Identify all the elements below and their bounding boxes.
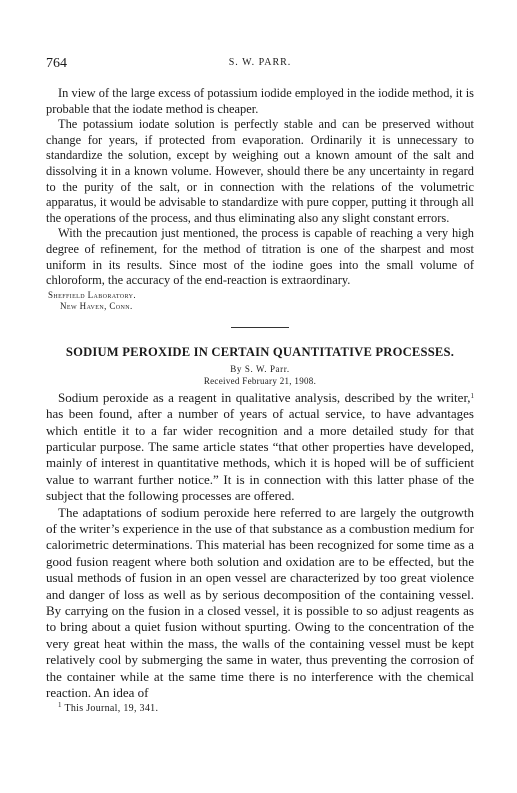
previous-article-ending (46, 86, 474, 313)
paragraph: In view of the large excess of potassium iodide employed in the iodide method, it is probable that the iodate method is cheaper. (46, 86, 474, 116)
affiliation-laboratory: Sheffield Laboratory. (48, 289, 136, 300)
affiliation (46, 290, 474, 313)
paragraph-text: has been found, after a number of years of actual service, to have advantages which entitle it to a far wider recognition and a more detailed study for that particular purpose. The same article states “that other properties have developed, mainly of interest in quantitative methods, which it is hoped will be of sufficient value to warrant further notice.” It is in connection with this latter phase of the subject that the following processes are offered. (46, 406, 474, 504)
paragraph: With the precaution just mentioned, the process is capable of reaching a very high degree of refinement, for the method of titration is one of the sharpest and most uniform in its results. Since most of the iodine goes into the small volume of chloroform, the accuracy of the end-reaction is extraordinary. (46, 226, 474, 288)
footnote-text: This Journal, 19, 341. (64, 703, 159, 715)
article-byline: By S. W. Parr. (230, 363, 290, 374)
journal-page (46, 56, 474, 714)
footnote-marker: 1 (58, 701, 62, 710)
paragraph: The potassium iodate solution is perfectly stable and can be preserved without change for years, if protected from evaporation. Ordinarily it is unnecessary to standardize the solution, except by weighing out a known amount of the salt and dissolving it in a known volume. However, should there be any uncertainty in regard to the purity of the salt, or in connection with the relations of the volumetric apparatus, it would be advisable to standardize with pure copper, putting it through all the operations of the process, and thus eliminating also any slight constant errors. (46, 117, 474, 225)
page-number: 764 (46, 56, 67, 71)
received-date: Received February 21, 1908. (203, 375, 317, 386)
footnote (46, 703, 474, 714)
running-author: S. W. PARR. (228, 57, 292, 68)
paragraph (46, 390, 474, 505)
paragraph: The adaptations of sodium peroxide here referred to are largely the outgrowth of the writer’s experience in the use of that substance as a combustion medium for calorimetric determinations. This material has been recognized for some time as a good fusion reagent where both solution and oxidation are to be effected, but the usual methods of fusion in an open vessel are characterized by too great violence and danger of loss as well as by serious decomposition of the containing vessel. By carrying on the fusion in a closed vessel, it is possible to so adjust reagents as to bring about a quiet fusion without spurting. Owing to the concentration of the very great heat within the mass, the walls of the containing vessel must be kept relatively cool by submerging the same in water, thus preventing the corrosion of the container while at the same time there is no interference with the chemical reaction. An idea of (46, 504, 474, 701)
section-divider (231, 327, 289, 328)
article-body (46, 390, 474, 702)
affiliation-city: New Haven, Conn. (60, 301, 133, 312)
article-title: SODIUM PEROXIDE IN CERTAIN QUANTITATIVE PROCESSES. (65, 344, 455, 359)
running-head (46, 56, 474, 74)
paragraph-text: Sodium peroxide as a reagent in qualitative analysis, described by the writer, (58, 389, 471, 405)
footnote-reference: 1 (470, 391, 474, 400)
